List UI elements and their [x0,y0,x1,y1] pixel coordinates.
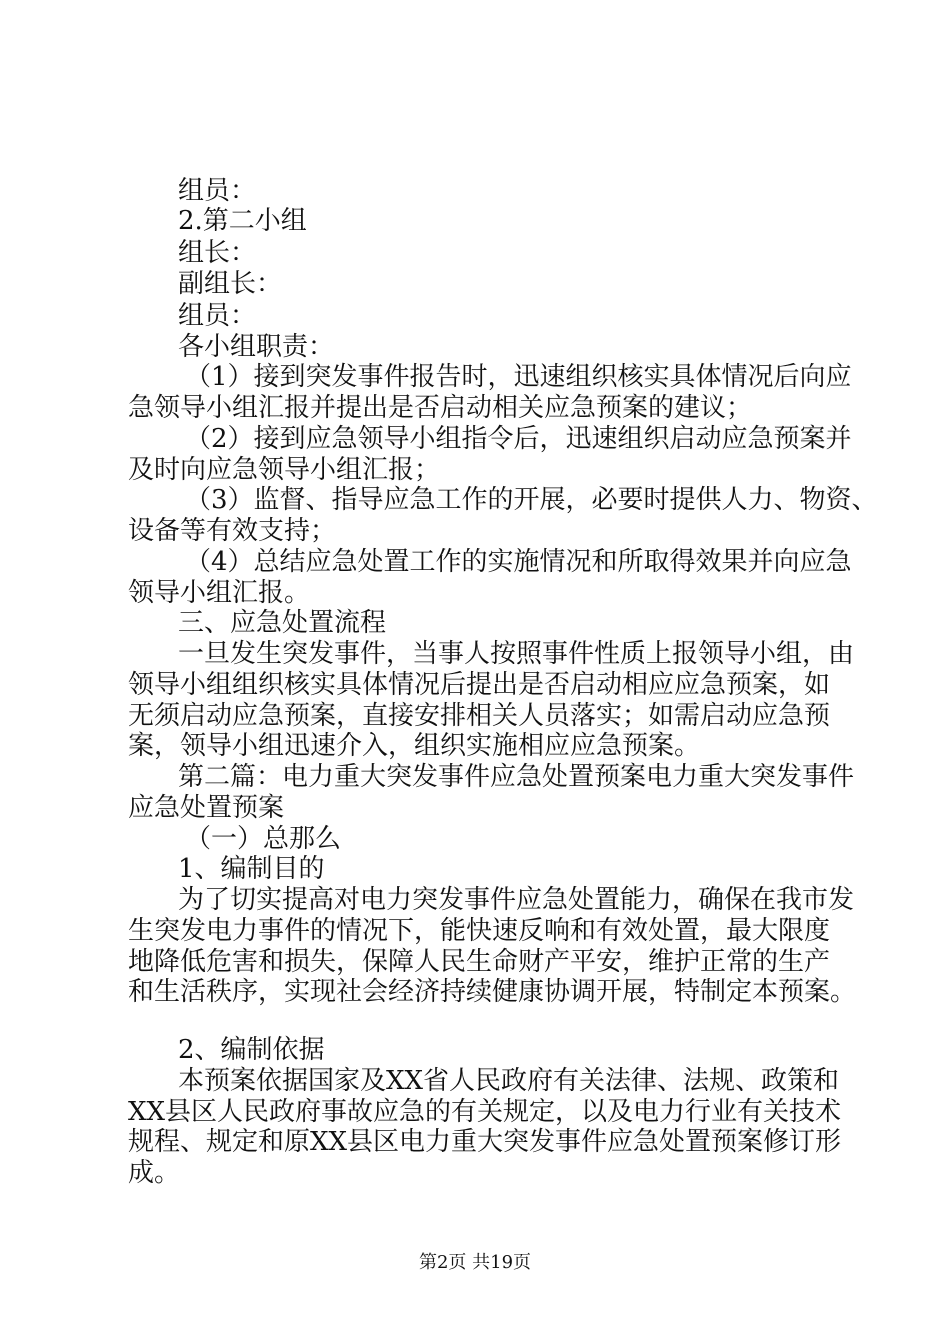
text-line: 组员： [178,176,257,206]
text-line: 组长： [178,238,257,268]
text-line: 设备等有效支持； [128,516,337,546]
section-heading: 第二篇：电力重大突发事件应急处置预案电力重大突发事件 [178,762,855,792]
text-line: （4）总结应急处置工作的实施情况和所取得效果并向应急 [185,547,852,577]
text-line: 领导小组组织核实具体情况后提出是否启动相应应急预案，如 [128,670,831,700]
text-line: 急领导小组汇报并提出是否启动相关应急预案的建议； [128,393,753,423]
text-line: 一旦发生突发事件，当事人按照事件性质上报领导小组，由 [178,639,855,669]
text-line: （3）监督、指导应急工作的开展，必要时提供人力、物资、 [185,485,878,515]
text-line: （1）接到突发事件报告时，迅速组织核实具体情况后向应 [185,362,852,392]
text-line: 案，领导小组迅速介入，组织实施相应应急预案。 [128,731,701,761]
text-line: 2.第二小组 [178,206,307,236]
text-line: 各小组职责： [178,332,335,362]
text-line: 本预案依据国家及XX省人民政府有关法律、法规、政策和 [178,1066,840,1096]
text-line: XX县区人民政府事故应急的有关规定，以及电力行业有关技术 [128,1097,842,1127]
section-heading: 三、应急处置流程 [178,608,387,638]
text-line: 地降低危害和损失，保障人民生命财产平安，维护正常的生产 [128,947,831,977]
section-heading: 应急处置预案 [128,793,285,823]
text-line: （2）接到应急领导小组指令后，迅速组织启动应急预案并 [185,424,852,454]
text-line: 成。 [128,1158,181,1188]
section-heading: （一）总那么 [185,824,342,854]
text-line: 副组长： [178,269,283,299]
text-line: 领导小组汇报。 [128,578,311,608]
text-line: 规程、规定和原XX县区电力重大突发事件应急处置预案修订形 [128,1127,842,1157]
text-line: 无须启动应急预案，直接安排相关人员落实；如需启动应急预 [128,701,831,731]
text-line: 和生活秩序，实现社会经济持续健康协调开展，特制定本预案。 [128,977,857,1007]
section-heading: 2、编制依据 [178,1035,325,1065]
text-line: 为了切实提高对电力突发事件应急处置能力，确保在我市发 [178,885,855,915]
text-line: 及时向应急领导小组汇报； [128,455,441,485]
text-line: 生突发电力事件的情况下，能快速反响和有效处置，最大限度 [128,916,831,946]
page-number: 第2页 共19页 [418,1252,532,1273]
section-heading: 1、编制目的 [178,854,325,884]
text-line: 组员： [178,301,257,331]
